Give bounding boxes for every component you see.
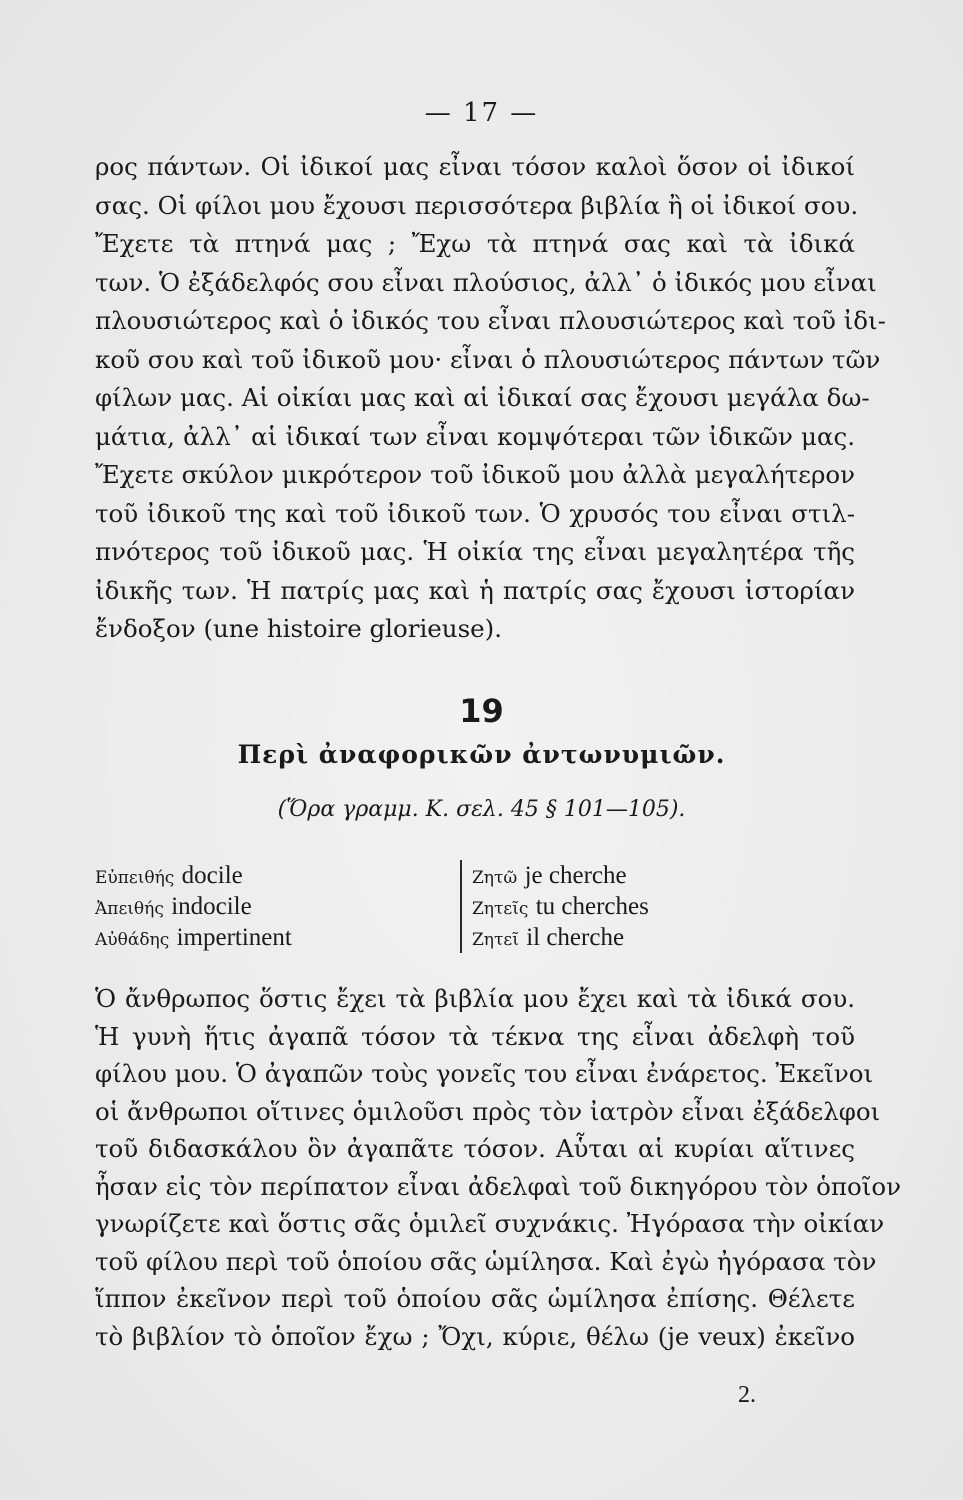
vocab-greek: Ζητῶ: [472, 868, 518, 888]
text-line: φίλων μας. Αἱ οἰκίαι μας καὶ αἱ ἰδικαί σας ἔχουσι μεγάλα δω-: [95, 383, 870, 412]
text-line: Ἔχετε σκύλον μικρότερον τοῦ ἰδικοῦ μου ἀλλὰ μεγαλήτερον: [95, 460, 855, 489]
exercise-paragraph-2: [95, 980, 901, 1355]
text-line: τοῦ διδασκάλου ὃν ἀγαπᾶτε τόσον. Αὗται αἱ κυρίαι αἵτινες: [95, 1134, 855, 1163]
page-number: — 17 —: [424, 98, 539, 128]
text-line: Ἡ γυνὴ ἥτις ἀγαπᾶ τόσον τὰ τέκνα της εἶναι ἀδελφὴ τοῦ: [95, 1021, 855, 1051]
vocab-french: impertinent: [176, 924, 292, 951]
vocab-greek: Αὐθάδης: [95, 930, 170, 950]
vocabulary-list-right: [460, 860, 832, 953]
vocab-entry: [95, 891, 455, 922]
text-line: ἔνδοξον (une histoire glorieuse).: [95, 614, 503, 643]
text-line: μάτια, ἀλλ᾽ αἱ ἰδικαί των εἶναι κομψότεραι τῶν ἰδικῶν μας.: [95, 421, 855, 451]
section-title: Περὶ ἀναφορικῶν ἀντωνυμιῶν.: [237, 740, 726, 769]
vocab-entry: [472, 860, 832, 891]
exercise-paragraph-1: [95, 148, 886, 649]
vocab-entry: [95, 860, 455, 891]
vocab-entry: [472, 922, 832, 953]
vocab-french: tu cherches: [535, 893, 649, 920]
vocab-greek: Εὐπειθής: [95, 868, 175, 888]
vocab-french: indocile: [171, 893, 252, 920]
text-line: πνότερος τοῦ ἰδικοῦ μας. Ἡ οἰκία της εἶναι μεγαλητέρα τῆς: [95, 537, 855, 566]
text-line: τὸ βιβλίον τὸ ὁποῖον ἔχω ; Ὄχι, κύριε, θέλω (je veux) ἐκεῖνο: [95, 1321, 855, 1351]
text-line: τοῦ φίλου περὶ τοῦ ὁποίου σᾶς ὡμίλησα. Καὶ ἐγὼ ἠγόρασα τὸν: [95, 1246, 877, 1276]
vocab-greek: Ζητεῖ: [472, 930, 519, 950]
text-line: οἱ ἄνθρωποι οἵτινες ὁμιλοῦσι πρὸς τὸν ἰατρὸν εἶναι ἐξάδελφοι: [95, 1096, 881, 1126]
vocab-french: je cherche: [524, 862, 627, 889]
text-line: Ὁ ἄνθρωπος ὅστις ἔχει τὰ βιβλία μου ἔχει καὶ τὰ ἰδικά σου.: [95, 984, 855, 1013]
vocabulary-list-left: [95, 860, 455, 953]
text-line: Ἔχετε τὰ πτηνά μας ; Ἔχω τὰ πτηνά σας καὶ τὰ ἰδικά: [95, 229, 855, 258]
text-line: πλουσιώτερος καὶ ὁ ἰδικός του εἶναι πλουσιώτερος καὶ τοῦ ἰδι-: [95, 306, 886, 335]
text-line: ἵππον ἐκεῖνον περὶ τοῦ ὁποίου σᾶς ὡμίλησα ἐπίσης. Θέλετε: [95, 1284, 855, 1313]
vocab-greek: Ζητεῖς: [472, 899, 529, 919]
text-line: σας. Οἱ φίλοι μου ἔχουσι περισσότερα βιβλία ἢ οἱ ἰδικοί σου.: [95, 190, 859, 220]
section-number: 19: [459, 692, 504, 730]
vocab-entry: [95, 922, 455, 953]
signature-mark: 2.: [738, 1382, 756, 1408]
grammar-reference: (Ὅρα γραμμ. Κ. σελ. 45 § 101—105).: [277, 797, 686, 822]
vocab-entry: [472, 891, 832, 922]
text-line: των. Ὁ ἐξάδελφός σου εἶναι πλούσιος, ἀλλ᾽ ὁ ἰδικός μου εἶναι: [95, 267, 877, 297]
text-line: ρος πάντων. Οἱ ἰδικοί μας εἶναι τόσον καλοὶ ὅσον οἱ ἰδικοί: [95, 152, 855, 181]
text-line: κοῦ σου καὶ τοῦ ἰδικοῦ μου· εἶναι ὁ πλουσιώτερος πάντων τῶν: [95, 344, 881, 374]
text-line: φίλου μου. Ὁ ἀγαπῶν τοὺς γονεῖς του εἶναι ἐνάρετος. Ἐκεῖνοι: [95, 1059, 874, 1088]
vocab-french: il cherche: [526, 924, 625, 951]
vocab-french: docile: [181, 862, 243, 889]
text-line: τοῦ ἰδικοῦ της καὶ τοῦ ἰδικοῦ των. Ὁ χρυσός του εἶναι στιλ-: [95, 498, 855, 528]
vocab-greek: Ἀπειθής: [95, 899, 164, 919]
text-line: ἦσαν εἰς τὸν περίπατον εἶναι ἀδελφαὶ τοῦ δικηγόρου τὸν ὁποῖον: [95, 1171, 901, 1201]
text-line: ἰδικῆς των. Ἡ πατρίς μας καὶ ἡ πατρίς σας ἔχουσι ἱστορίαν: [95, 575, 855, 605]
text-line: γνωρίζετε καὶ ὅστις σᾶς ὁμιλεῖ συχνάκις. Ἠγόρασα τὴν οἰκίαν: [95, 1209, 885, 1238]
